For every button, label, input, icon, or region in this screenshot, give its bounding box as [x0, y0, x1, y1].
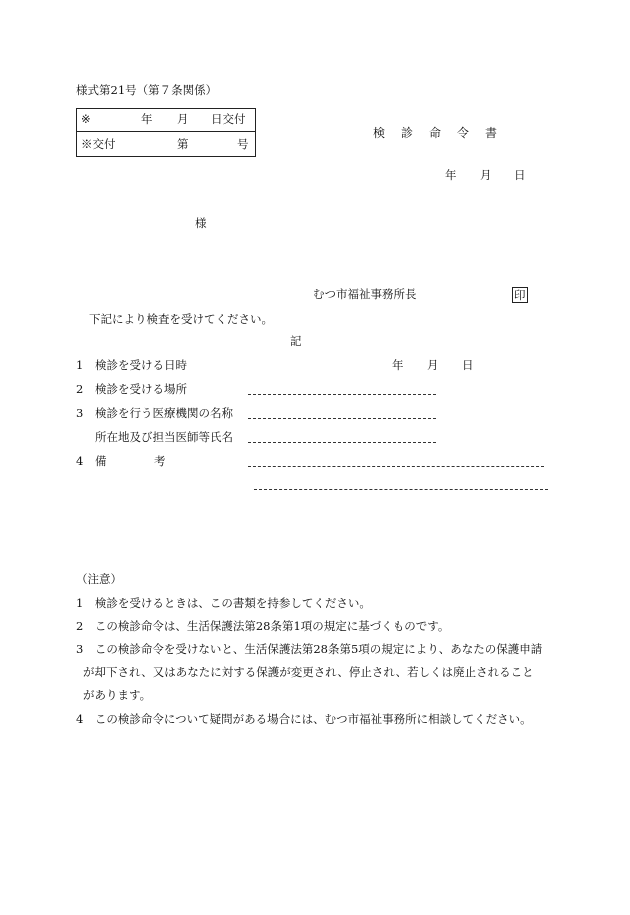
date-day-label: 日 — [514, 168, 526, 182]
date-year-label: 年 — [445, 168, 457, 182]
item-1-year-label: 年 — [392, 358, 404, 372]
note-3-line-3: があります。 — [83, 688, 152, 702]
item-2-number: 2 — [76, 382, 84, 396]
note-2: 2 この検診命令は、生活保護法第28条第1項の規定に基づくものです。 — [76, 619, 450, 633]
note-3-line-2: が却下され、又はあなたに対する保護が変更され、停止され、若しくは廃止されること — [83, 665, 534, 679]
note-4: 4 この検診命令について疑問がある場合には、むつ市福祉事務所に相談してください。 — [76, 712, 532, 726]
official-seal: 印 — [514, 288, 526, 302]
item-2-label: 検診を受ける場所 — [95, 382, 187, 396]
issue-mark: ※ — [81, 112, 91, 126]
date-month-label: 月 — [480, 168, 492, 182]
item-4-blank-line-2 — [254, 489, 548, 490]
item-3-label: 検診を行う医療機関の名称 — [95, 406, 233, 420]
issuer-name: むつ市福祉事務所長 — [313, 287, 417, 301]
issue-go-label: 号 — [237, 137, 249, 151]
item-4-number: 4 — [76, 454, 84, 468]
item-4-label-a: 備 — [95, 454, 107, 468]
document-title: 検診命令書 — [373, 126, 514, 140]
notes-heading: （注意） — [76, 572, 122, 586]
intro-text: 下記により検査を受けてください。 — [89, 312, 273, 326]
item-1-day-label: 日 — [462, 358, 474, 372]
item-3-number: 3 — [76, 406, 84, 420]
issue-year-label: 年 — [141, 112, 153, 126]
item-4-blank-line-1 — [248, 466, 544, 467]
issue-dai-label: 第 — [177, 137, 189, 151]
note-3-line-1: 3 この検診命令を受けないと、生活保護法第28条第5項の規定により、あなたの保護申請 — [76, 642, 543, 656]
issue-month-label: 月 — [177, 112, 189, 126]
issue-day-label: 日交付 — [211, 112, 246, 126]
item-3-blank-line — [248, 418, 436, 419]
ki-heading: 記 — [290, 334, 302, 348]
item-1-month-label: 月 — [427, 358, 439, 372]
item-3-sub-label: 所在地及び担当医師等氏名 — [95, 430, 233, 444]
item-1-label: 検診を受ける日時 — [95, 358, 187, 372]
addressee-suffix: 様 — [195, 216, 207, 230]
item-1-number: 1 — [76, 358, 84, 372]
item-4-label-b: 考 — [154, 454, 166, 468]
item-2-blank-line — [248, 394, 436, 395]
issue-number-mark: ※交付 — [81, 137, 116, 151]
item-3-sub-blank-line — [248, 442, 436, 443]
form-number: 様式第21号（第７条関係） — [76, 83, 218, 97]
note-1: 1 検診を受けるときは、この書類を持参してください。 — [76, 596, 371, 610]
